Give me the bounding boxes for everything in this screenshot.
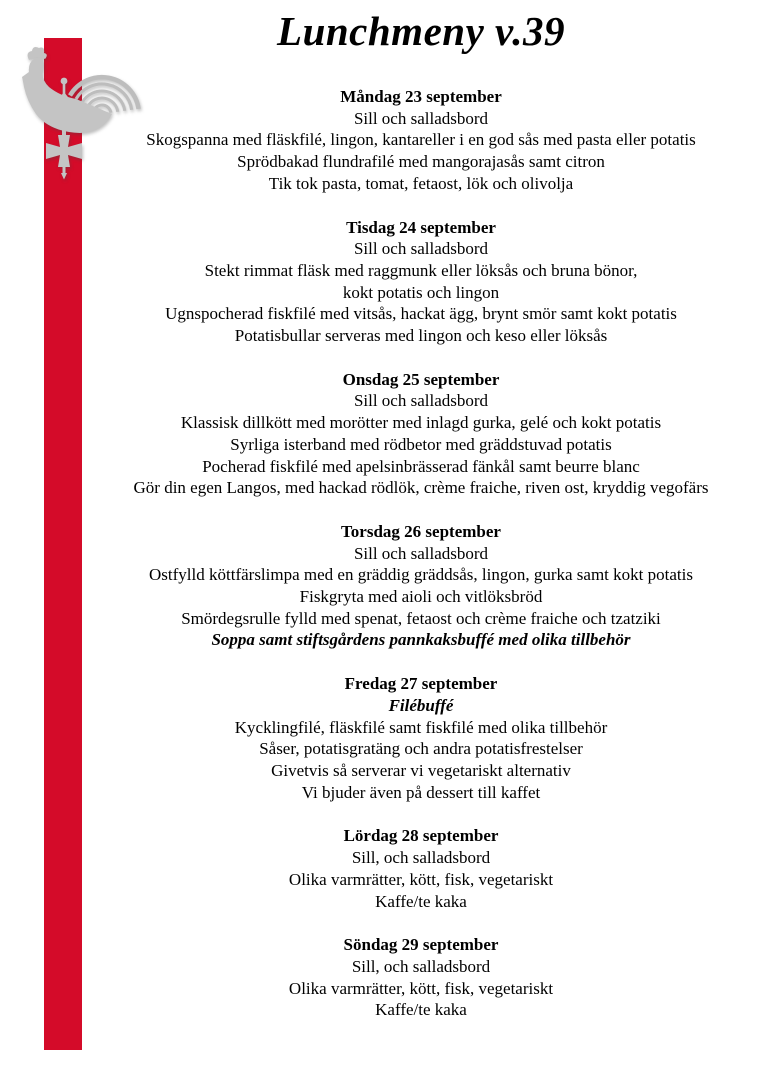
menu-line: Sill och salladsbord — [353, 108, 489, 128]
menu-line: Givetvis så serverar vi vegetariskt alternativ — [271, 760, 571, 780]
menu-line: Filébuffé — [388, 695, 454, 715]
day-section — [76, 825, 766, 912]
day-header: Lördag 28 september — [343, 826, 499, 846]
day-header: Onsdag 25 september — [342, 369, 500, 389]
menu-line: Syrliga isterband med rödbetor med gräddstuvad potatis — [230, 434, 612, 454]
menu-line: Kaffe/te kaka — [375, 891, 467, 911]
menu-line: Potatisbullar serveras med lingon och keso eller löksås — [234, 326, 608, 346]
menu-line: Sprödbakad flundrafilé med mangorajasås samt citron — [237, 152, 605, 172]
menu-line: Olika varmrätter, kött, fisk, vegetariskt — [288, 978, 554, 998]
page-title: Lunchmeny v.39 — [277, 8, 565, 54]
menu-line: Soppa samt stiftsgårdens pannkaksbuffé med olika tillbehör — [211, 630, 631, 650]
menu-line: Smördegsrulle fylld med spenat, fetaost och crème fraiche och tzatziki — [181, 608, 661, 628]
menu-line: Sill och salladsbord — [353, 239, 489, 259]
menu-line: Stekt rimmat fläsk med raggmunk eller löksås och bruna bönor, — [204, 260, 638, 280]
menu-line: Sill, och salladsbord — [351, 956, 491, 976]
menu-line: Skogspanna med fläskfilé, lingon, kantareller i en god sås med pasta eller potatis — [146, 130, 696, 150]
menu-line: Kycklingfilé, fläskfilé samt fiskfilé med olika tillbehör — [234, 717, 608, 737]
menu-line: Såser, potatisgratäng och andra potatisfrestelser — [259, 739, 583, 759]
day-header: Måndag 23 september — [340, 87, 502, 106]
menu-sections — [76, 86, 766, 1043]
menu-line: Sill och salladsbord — [353, 391, 489, 411]
menu-line: Sill och salladsbord — [353, 543, 489, 563]
day-section — [76, 369, 766, 499]
day-section — [76, 217, 766, 347]
day-header: Fredag 27 september — [344, 674, 498, 694]
menu-line: Kaffe/te kaka — [375, 1000, 467, 1020]
day-header: Torsdag 26 september — [341, 521, 501, 541]
menu-line: Pocherad fiskfilé med apelsinbrässerad fänkål samt beurre blanc — [202, 456, 640, 476]
menu-line: Olika varmrätter, kött, fisk, vegetariskt — [288, 869, 554, 889]
menu-line: Ostfylld köttfärslimpa med en gräddig gräddsås, lingon, gurka samt kokt potatis — [149, 565, 693, 585]
day-section — [76, 934, 766, 1021]
day-header: Söndag 29 september — [343, 935, 499, 955]
menu-line: Klassisk dillkött med morötter med inlagd gurka, gelé och kokt potatis — [180, 413, 662, 433]
menu-line: Sill, och salladsbord — [351, 848, 491, 868]
menu-line: Gör din egen Langos, med hackad rödlök, crème fraiche, riven ost, kryddig vegofärs — [133, 478, 709, 498]
menu-line: Tik tok pasta, tomat, fetaost, lök och olivolja — [268, 173, 574, 193]
day-section — [76, 521, 766, 651]
day-section — [76, 673, 766, 803]
menu-line: Vi bjuder även på dessert till kaffet — [301, 782, 541, 802]
menu-line: Fiskgryta med aioli och vitlöksbröd — [299, 587, 543, 607]
day-header: Tisdag 24 september — [346, 217, 496, 237]
menu-line: Ugnspocherad fiskfilé med vitsås, hackat ägg, brynt smör samt kokt potatis — [165, 304, 677, 324]
day-section — [76, 86, 766, 195]
menu-line: kokt potatis och lingon — [342, 282, 500, 302]
